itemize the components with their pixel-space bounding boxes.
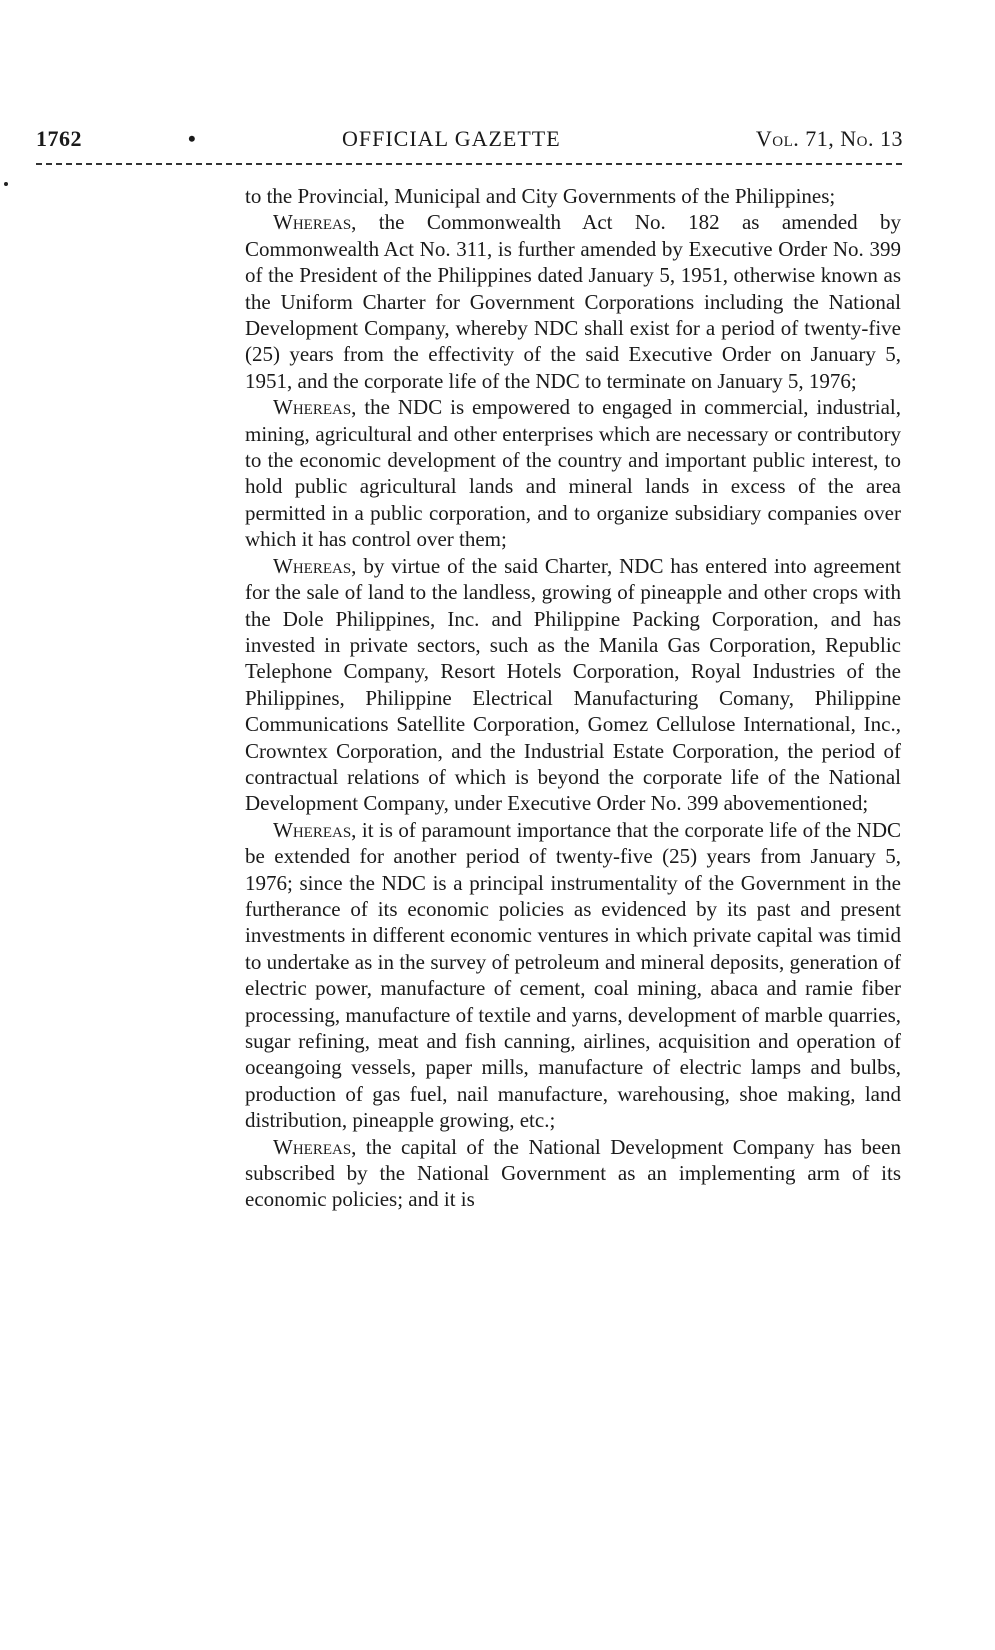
header-bullet: •	[188, 126, 197, 151]
paragraph-text: the Commonwealth Act No. 182 as amended by Commonwealth Act No. 311, is further amended by Executive Order No. 399 of the President of the Philippines dated January 5, 1951, otherwise known as the Uniform Charter for Government Corporations including the National Development Company, whereby NDC shall exist for a period of twenty-five (25) years from the effectivity of the said Executive Order on January 5, 1951, and the corporate life of the NDC to terminate on January 5, 1976;	[245, 210, 902, 393]
whereas-label: Whereas,	[273, 395, 357, 420]
whereas-label: Whereas,	[273, 817, 357, 842]
publication-title: OFFICIAL GAZETTE	[342, 126, 561, 151]
paragraph-text: the capital of the National Development Company has been subscribed by the National Government as an implementing arm of its economic policies; and it is	[245, 1134, 901, 1212]
volume-issue: Vol. 71, No. 13	[755, 126, 903, 151]
whereas-label: Whereas,	[273, 210, 357, 235]
paragraph-text: it is of paramount importance that the corporate life of the NDC be extended for another period of twenty-five (25) years from January 5, 1976; since the NDC is a principal instrumentality of the Government in the furtherance of its economic policies as evidenced by its past and present investments in different economic ventures in which private capital was timid to undertake as in the survey of petroleum and mineral deposits, generation of electric power, manufacture of cement, coal mining, abaca and ramie fiber processing, manufacture of textile and yarns, development of marble quarries, sugar refining, meat and fish canning, airlines, acquisition and operation of oceangoing vessels, paper mills, manufacture of electric lamps and bulbs, production of gas fuel, nail manufacture, warehousing, shoe making, land distribution, pineapple growing, etc.;	[245, 817, 901, 1133]
document-body	[245, 183, 901, 1213]
paragraph-whereas-2	[245, 394, 901, 552]
paragraph-whereas-5	[245, 1134, 901, 1213]
page-header	[0, 118, 995, 158]
paragraph-text: by virtue of the said Charter, NDC has entered into agreement for the sale of land to the landless, growing of pineapple and other crops with the Dole Philippines, Inc. and Philippine Packing Corporation, and has invested in private sectors, such as the Manila Gas Corporation, Republic Telephone Company, Resort Hotels Corporation, Royal Industries of the Philippines, Philippine Electrical Manufacturing Comany, Philippine Communications Satellite Corporation, Gomez Cellulose International, Inc., Crowntex Corporation, and the Industrial Estate Corporation, the period of contractual relations of which is beyond the corporate life of the National Development Company, under Executive Order No. 399 abovementioned;	[245, 553, 902, 816]
paragraph-whereas-4	[245, 817, 901, 1134]
paragraph-text: the NDC is empowered to engaged in commercial, industrial, mining, agricultural and other enterprises which are necessary or contributory to the economic development of the country and important public interest, to hold public agricultural lands and mineral lands in excess of the area permitted in a public corporation, and to organize subsidiary companies over which it has control over them;	[245, 395, 902, 552]
paragraph-whereas-3	[245, 553, 901, 817]
page-number: 1762	[36, 126, 82, 151]
paragraph-whereas-1	[245, 209, 901, 394]
whereas-label: Whereas,	[273, 1134, 357, 1159]
header-divider	[36, 163, 902, 165]
paragraph-continuation: to the Provincial, Municipal and City Governments of the Philippines;	[245, 184, 836, 208]
whereas-label: Whereas,	[273, 553, 357, 578]
margin-mark	[4, 182, 8, 186]
